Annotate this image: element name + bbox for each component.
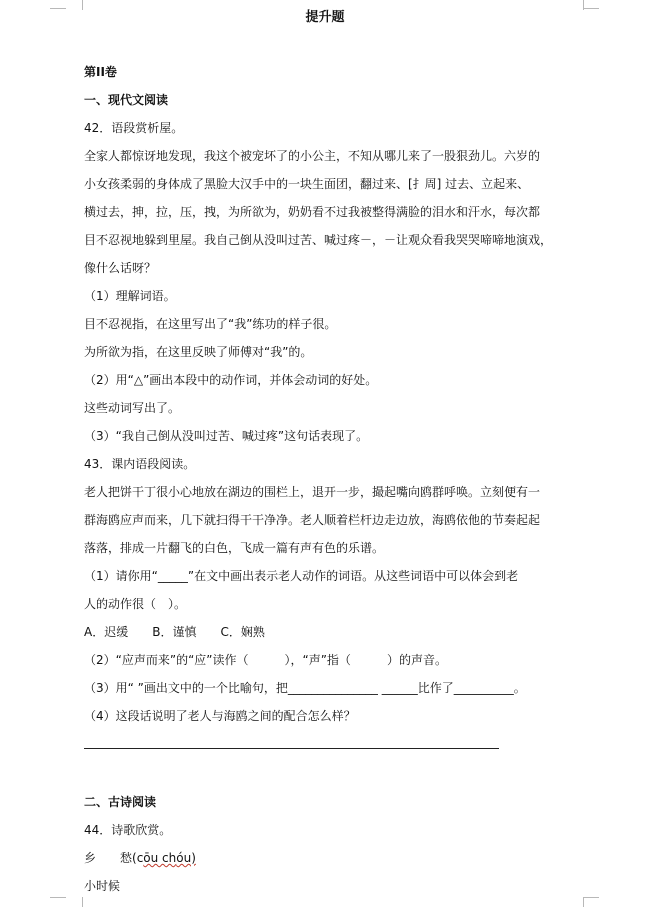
subquestion: （2）“应声而来”的“应”读作（ ），“声”指（ ）的声音。 xyxy=(84,653,447,667)
section-heading-poetry: 二、古诗阅读 xyxy=(84,795,157,809)
passage-line: 落落，排成一片翻飞的白色，飞成一篇有声有色的乐谱。 xyxy=(84,541,385,555)
subquestion: （4）这段话说明了老人与海鸥之间的配合怎么样？ xyxy=(84,709,356,723)
margin-mark xyxy=(583,897,600,907)
section-heading-reading: 一、现代文阅读 xyxy=(84,93,169,107)
question-42-heading: 42．语段赏析屋。 xyxy=(84,121,184,135)
answer-line xyxy=(84,748,499,749)
passage-line: 像什么话呀？ xyxy=(84,261,157,275)
subquestion-line: 这些动词写出了。 xyxy=(84,401,181,415)
subquestion: （3）“我自己倒从没叫过苦、喊过疼”这句话表现了。 xyxy=(84,429,369,443)
poem-line: 小时候 xyxy=(84,879,121,893)
subquestion-line: 目不忍视指，在这里写出了“我”练功的样子很。 xyxy=(84,317,337,331)
subquestion-line: 人的动作很（ ）。 xyxy=(84,597,187,611)
margin-mark xyxy=(50,897,66,898)
passage-line: 老人把饼干丁很小心地放在湖边的围栏上，退开一步，撮起嘴向鸥群呼唤。立刻便有一 xyxy=(84,485,541,499)
answer-options: A．迟缓 B．谨慎 C．娴熟 xyxy=(84,625,265,639)
subquestion: （1）理解词语。 xyxy=(84,289,176,303)
margin-mark xyxy=(66,897,83,907)
margin-mark xyxy=(583,897,599,898)
passage-line: 横过去，抻，拉，压，拽，为所欲为，奶奶看不过我被整得满脸的泪水和汗水，每次都 xyxy=(84,205,541,219)
poem-pinyin: (cōu chóu) xyxy=(132,851,196,865)
subquestion-line: 为所欲为指，在这里反映了师傅对“我”的。 xyxy=(84,345,313,359)
poem-title-line xyxy=(84,850,196,866)
passage-line: 全家人都惊讶地发现，我这个被宠坏了的小公主，不知从哪儿来了一股狠劲儿。六岁的 xyxy=(84,149,541,163)
passage-line: 小女孩柔弱的身体成了黑脸大汉手中的一块生面团，翻过来、[扌周] 过去、立起来、 xyxy=(84,177,530,191)
subquestion: （2）用“△”画出本段中的动作词，并体会动词的好处。 xyxy=(84,373,378,387)
volume-heading: 第II卷 xyxy=(84,65,117,79)
question-44-heading: 44．诗歌欣赏。 xyxy=(84,823,172,837)
page-title: 提升题 xyxy=(305,10,345,25)
subquestion: （1）请你用“_____”在文中画出表示老人动作的词语。从这些词语中可以体会到老 xyxy=(84,569,519,583)
question-43-heading: 43．课内语段阅读。 xyxy=(84,457,196,471)
poem-title: 乡 愁 xyxy=(84,851,133,865)
passage-line: 目不忍视地躲到里屋。我自己倒从没叫过苦、喊过疼－，－让观众看我哭哭啼啼地演戏， xyxy=(84,233,553,247)
passage-line: 群海鸥应声而来，几下就扫得干干净净。老人顺着栏杆边走边放，海鸥依他的节奏起起 xyxy=(84,513,541,527)
subquestion: （3）用“ ”画出文中的一个比喻句，把_______________ ______比作了__________。 xyxy=(84,681,526,695)
